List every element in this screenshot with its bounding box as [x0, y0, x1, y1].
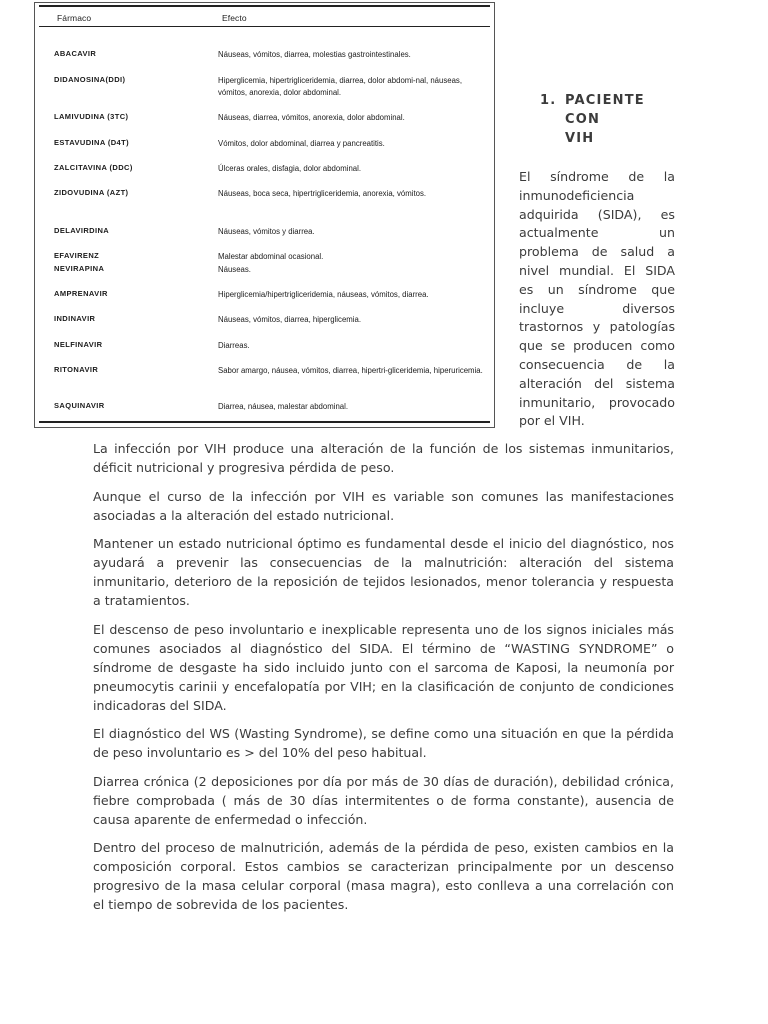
- drug-effect: Náuseas, vómitos, diarrea, molestias gastrointestinales.: [218, 50, 411, 59]
- paragraph: Aunque el curso de la infección por VIH es variable son comunes las manifestaciones asociadas a la alteración del estado nutricional.: [93, 488, 674, 523]
- drug-effect: Hiperglicemia, hipertrigliceridemia, diarrea, dolor abdomi-nal, náuseas, vómitos, anorexia, dolor abdominal.: [218, 76, 462, 97]
- table-body: [39, 5, 490, 423]
- drug-name: ZALCITAVINA (DDC): [54, 163, 133, 172]
- drug-effect: Náuseas.: [218, 265, 251, 274]
- drug-effect: Malestar abdominal ocasional.: [218, 252, 324, 261]
- paragraph: Dentro del proceso de malnutrición, además de la pérdida de peso, existen cambios en la composición corporal. Estos cambios se caracterizan principalmente por un descenso progresivo de la masa celular corporal (masa magra), esto conlleva a una correlación con el tiempo de sobrevida de los pacientes.: [93, 840, 674, 912]
- drug-name: EFAVIRENZ: [54, 251, 100, 260]
- drug-effect: Náuseas, boca seca, hipertrigliceridemia, anorexia, vómitos.: [218, 189, 427, 198]
- drug-name: SAQUINAVIR: [54, 401, 105, 410]
- drug-name: NEVIRAPINA: [54, 264, 105, 273]
- section-heading: [540, 91, 678, 148]
- drug-effects-table: [34, 2, 495, 428]
- drug-name: ABACAVIR: [54, 49, 97, 58]
- drug-name: INDINAVIR: [54, 314, 96, 323]
- paragraph: La infección por VIH produce una alteración de la función de los sistemas inmunitarios, déficit nutricional y progresiva pérdida de peso.: [93, 441, 674, 475]
- paragraph: Diarrea crónica (2 deposiciones por día por más de 30 días de duración), debilidad crónica, fiebre comprobada ( más de 30 días intermitentes o de forma constante), ausencia de causa aparente de enfermedad o infección.: [93, 773, 674, 827]
- body-text: [93, 439, 674, 924]
- drug-effect: Sabor amargo, náusea, vómitos, diarrea, hipertri-gliceridemia, hiperuricemia.: [218, 366, 483, 375]
- drug-effect: Náuseas, diarrea, vómitos, anorexia, dolor abdominal.: [218, 113, 405, 122]
- header-divider: [39, 26, 490, 27]
- drug-name: LAMIVUDINA (3TC): [54, 112, 129, 121]
- drug-name: NELFINAVIR: [54, 340, 103, 349]
- paragraph: El diagnóstico del WS (Wasting Syndrome), se define como una situación en que la pérdida de peso involuntario es > del 10% del peso habitual.: [93, 726, 674, 760]
- drug-name: DIDANOSINA(DDI): [54, 75, 126, 84]
- table-header-drug: Fármaco: [57, 13, 92, 23]
- drug-effect: Úlceras orales, disfagia, dolor abdominal.: [218, 164, 362, 173]
- drug-name: DELAVIRDINA: [54, 226, 110, 235]
- drug-name: AMPRENAVIR: [54, 289, 108, 298]
- table-header-effect: Efecto: [222, 13, 247, 23]
- drug-effect: Diarrea, náusea, malestar abdominal.: [218, 402, 349, 411]
- drug-effect: Vómitos, dolor abdominal, diarrea y pancreatitis.: [218, 139, 385, 148]
- drug-name: ZIDOVUDINA (AZT): [54, 188, 129, 197]
- drug-effect: Hiperglicemia/hipertrigliceridemia, náuseas, vómitos, diarrea.: [218, 290, 429, 299]
- paragraph: El descenso de peso involuntario e inexplicable representa uno de los signos iniciales más comunes asociados al diagnóstico del SIDA. El término de “WASTING SYNDROME” o síndrome de desgaste ha sido incluido junto con el sarcoma de Kaposi, la neumonía por pneumocytis carinii y encefalopatía por VIH; en la clasificación de conjunto de condiciones indicadoras del SIDA.: [93, 621, 674, 713]
- section-intro: El síndrome de la inmunodeficiencia adquirida (SIDA), es actualmente un problema de salud a nivel mundial. El SIDA es un síndrome que incluye diversos trastornos y patologías que se producen como consecuencia de la alteración del sistema inmunitario, provocado por el VIH.: [519, 169, 675, 429]
- drug-name: ESTAVUDINA (D4T): [54, 138, 130, 147]
- paragraph: Mantener un estado nutricional óptimo es fundamental desde el inicio del diagnóstico, nos ayudará a prevenir las consecuencias de la malnutrición: alteración del sistema inmunitario, deterioro de la reposición de tejidos lesionados, menor tolerancia y respuesta a tratamientos.: [93, 536, 674, 608]
- drug-effect: Náuseas, vómitos, diarrea, hiperglicemia.: [218, 315, 362, 324]
- section-number: 1.: [540, 93, 557, 108]
- drug-name: RITONAVIR: [54, 365, 99, 374]
- drug-effect: Náuseas, vómitos y diarrea.: [218, 227, 315, 236]
- section-title-line1: PACIENTE CON: [565, 93, 645, 127]
- drug-effect: Diarreas.: [218, 341, 250, 350]
- section-title-line2: VIH: [565, 131, 595, 146]
